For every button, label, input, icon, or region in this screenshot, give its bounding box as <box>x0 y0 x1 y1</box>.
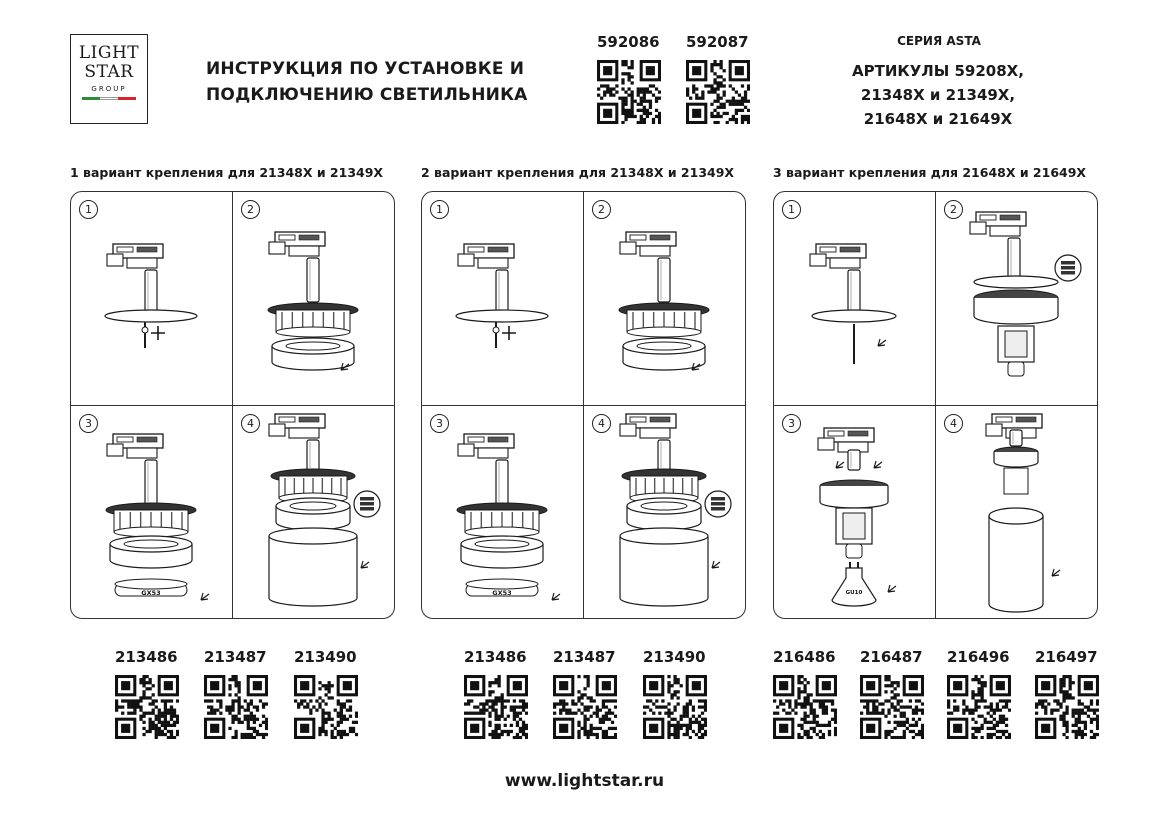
installation-step-2 <box>233 192 394 405</box>
step-illustration <box>584 192 745 405</box>
stem <box>658 440 670 470</box>
qr-code[interactable] <box>773 675 837 739</box>
screw-icon <box>493 322 516 348</box>
track-adapter <box>107 244 163 268</box>
step-number-badge: 2 <box>241 200 260 219</box>
installation-step-1 <box>422 192 583 405</box>
document-title <box>206 56 528 108</box>
step-number-badge: 1 <box>782 200 801 219</box>
lamp-label: GX53 <box>141 589 161 597</box>
fixture-housing <box>974 290 1058 324</box>
socket-housing <box>998 326 1034 376</box>
track-adapter <box>970 212 1026 236</box>
qr-code-label: 592087 <box>686 33 749 51</box>
logo-line-3: GROUP <box>91 85 127 93</box>
terminal-block-icon <box>705 491 731 517</box>
logo-line-1: LIGHT <box>78 43 140 63</box>
stem <box>1008 238 1020 278</box>
qr-code[interactable] <box>597 60 661 124</box>
stem <box>848 270 860 314</box>
stem <box>307 258 319 302</box>
title-line-1: ИНСТРУКЦИЯ ПО УСТАНОВКЕ И <box>206 59 525 79</box>
decorative-ring <box>276 498 350 530</box>
track-adapter <box>107 434 163 458</box>
track-adapter <box>818 428 874 452</box>
step-number-badge: 4 <box>241 414 260 433</box>
step-illustration <box>584 406 745 619</box>
gu10-bulb <box>832 562 876 606</box>
stem <box>307 440 319 470</box>
track-adapter <box>458 434 514 458</box>
decorative-ring <box>110 536 192 568</box>
step-number-badge: 3 <box>430 414 449 433</box>
arrow-icon <box>888 585 896 592</box>
stem <box>496 460 508 504</box>
gx53-lamp <box>466 579 538 597</box>
installation-step-2 <box>936 192 1097 405</box>
installation-step-4 <box>233 406 394 619</box>
arrow-icon <box>712 561 720 568</box>
qr-code[interactable] <box>686 60 750 124</box>
arrow-icon <box>836 461 844 468</box>
stem <box>496 270 508 314</box>
track-adapter <box>620 414 676 438</box>
variant-2-title: 2 вариант крепления для 21348Х и 21349Х <box>421 165 735 180</box>
shade-cylinder <box>989 508 1043 612</box>
gx53-lamp <box>115 579 187 597</box>
qr-code-label: 592086 <box>597 33 660 51</box>
arrow-icon <box>552 593 560 600</box>
variant-1-title: 1 вариант крепления для 21348Х и 21349Х <box>70 165 384 180</box>
socket-housing <box>1004 468 1028 494</box>
step-illustration <box>233 192 394 405</box>
step-number-badge: 2 <box>592 200 611 219</box>
lightstar-logo <box>70 34 148 124</box>
series-line-1: АРТИКУЛЫ 59208Х, <box>852 62 1024 80</box>
installation-step-3 <box>422 406 583 619</box>
qr-code[interactable] <box>643 675 707 739</box>
screw-icon <box>142 322 165 348</box>
step-number-badge: 2 <box>944 200 963 219</box>
terminal-block-icon <box>354 491 380 517</box>
article-code-label: 216486 <box>773 648 836 666</box>
article-code-label: 213490 <box>294 648 357 666</box>
qr-code[interactable] <box>464 675 528 739</box>
decorative-ring <box>623 338 705 370</box>
lamp-label: GX53 <box>492 589 512 597</box>
stem <box>145 460 157 504</box>
mounting-plate <box>105 310 197 322</box>
step-number-badge: 1 <box>430 200 449 219</box>
installation-step-2 <box>584 192 745 405</box>
series-line-2: 21348Х и 21349Х, <box>860 86 1016 104</box>
arrow-icon <box>874 461 882 468</box>
series-line-3: 21648Х и 21649Х <box>863 110 1013 128</box>
step-illustration <box>774 406 935 619</box>
website-link[interactable]: www.lightstar.ru <box>504 771 665 791</box>
series-heading: СЕРИЯ ASTA <box>897 34 981 48</box>
qr-code[interactable] <box>860 675 924 739</box>
article-code-label: 213486 <box>464 648 527 666</box>
socket-housing <box>836 508 872 558</box>
decorative-ring <box>272 338 354 370</box>
qr-code[interactable] <box>294 675 358 739</box>
track-adapter <box>458 244 514 268</box>
track-adapter <box>810 244 866 268</box>
variant-3-title: 3 вариант крепления для 21648Х и 21649Х <box>773 165 1087 180</box>
article-code-label: 213486 <box>115 648 178 666</box>
stem <box>145 270 157 314</box>
step-illustration <box>422 406 583 619</box>
mounting-plate <box>974 276 1058 288</box>
qr-code[interactable] <box>115 675 179 739</box>
terminal-block-icon <box>1055 255 1081 281</box>
installation-step-1 <box>71 192 232 405</box>
qr-code[interactable] <box>553 675 617 739</box>
step-illustration <box>422 192 583 405</box>
step-illustration <box>936 192 1097 405</box>
step-number-badge: 3 <box>79 414 98 433</box>
step-illustration <box>936 406 1097 619</box>
installation-step-3 <box>71 406 232 619</box>
mounting-plate <box>456 310 548 322</box>
qr-code[interactable] <box>1035 675 1099 739</box>
article-code-label: 213487 <box>204 648 267 666</box>
fixture-housing <box>820 480 888 508</box>
stem <box>848 450 860 470</box>
arrow-icon <box>361 561 369 568</box>
article-code-label: 216487 <box>860 648 923 666</box>
fixture-housing <box>619 303 709 337</box>
installation-step-3 <box>774 406 935 619</box>
shade-cylinder <box>620 528 708 606</box>
arrow-icon <box>878 339 886 346</box>
lamp-label: GU10 <box>845 590 863 596</box>
step-illustration <box>71 406 232 619</box>
decorative-ring <box>461 536 543 568</box>
step-number-badge: 4 <box>592 414 611 433</box>
shade-cylinder <box>269 528 357 606</box>
step-number-badge: 3 <box>782 414 801 433</box>
installation-step-4 <box>584 406 745 619</box>
step-illustration <box>233 406 394 619</box>
qr-code[interactable] <box>204 675 268 739</box>
fixture-housing <box>457 503 547 537</box>
step-number-badge: 1 <box>79 200 98 219</box>
decorative-ring <box>627 498 701 530</box>
track-adapter <box>269 414 325 438</box>
fixture-housing <box>994 447 1038 467</box>
stem <box>658 258 670 302</box>
article-code-label: 216496 <box>947 648 1010 666</box>
installation-step-4 <box>936 406 1097 619</box>
title-line-2: ПОДКЛЮЧЕНИЮ СВЕТИЛЬНИКА <box>206 85 528 105</box>
stem <box>1010 430 1022 446</box>
article-code-label: 213487 <box>553 648 616 666</box>
installation-step-1 <box>774 192 935 405</box>
arrow-icon <box>201 593 209 600</box>
track-adapter <box>620 232 676 256</box>
italian-flag-stripe <box>82 97 136 100</box>
variant-2-panel <box>421 191 746 619</box>
step-illustration <box>774 192 935 405</box>
qr-code[interactable] <box>947 675 1011 739</box>
variant-1-panel <box>70 191 395 619</box>
logo-line-2: STAR <box>84 62 134 82</box>
series-articles <box>838 59 1038 131</box>
track-adapter <box>269 232 325 256</box>
fixture-housing <box>106 503 196 537</box>
variant-3-panel <box>773 191 1098 619</box>
step-number-badge: 4 <box>944 414 963 433</box>
arrow-icon <box>1052 569 1060 576</box>
step-illustration <box>71 192 232 405</box>
article-code-label: 213490 <box>643 648 706 666</box>
article-code-label: 216497 <box>1035 648 1098 666</box>
mounting-plate <box>812 310 896 322</box>
fixture-housing <box>268 303 358 337</box>
